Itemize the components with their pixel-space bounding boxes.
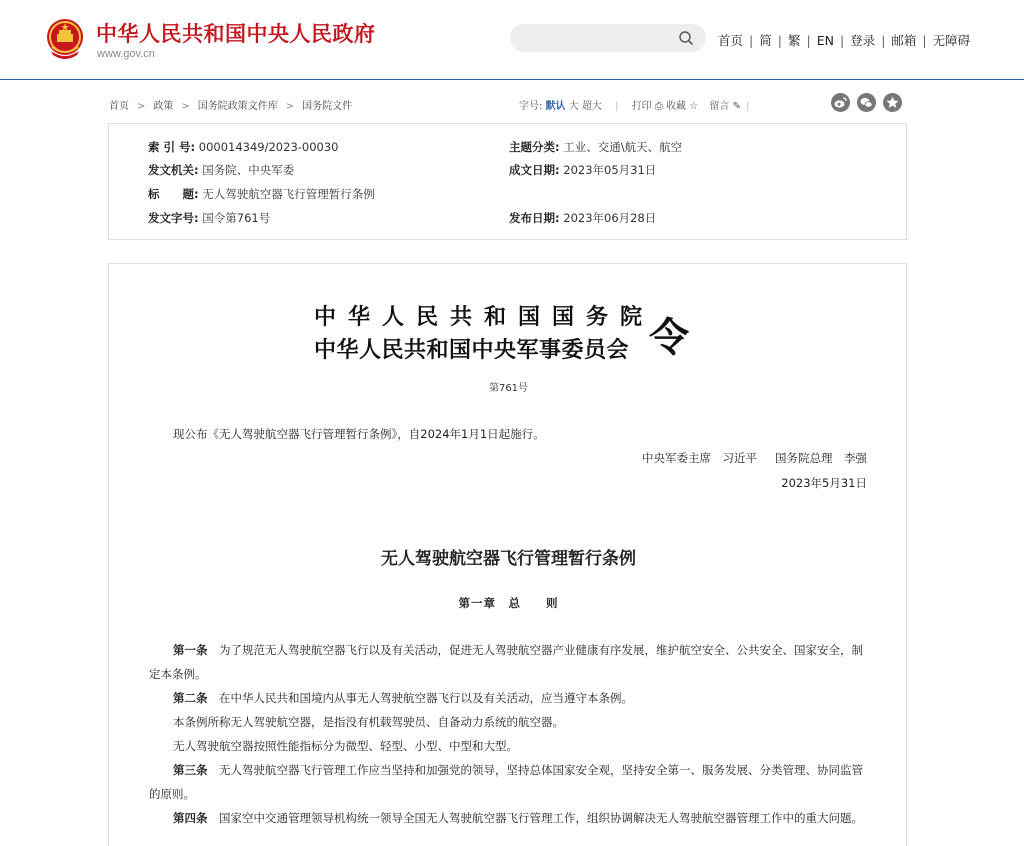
search-icon[interactable] [678,30,694,46]
article-paragraph: 第四条 国家空中交通管理领导机构统一领导全国无人驾驶航空器飞行管理工作，组织协调解决无人驾驶航空器管理工作中的重大问题。 [173,811,863,825]
font-size-label: 字号: [519,101,543,112]
site-header [0,0,1024,80]
breadcrumb-library[interactable]: 国务院政策文件库 [197,101,278,112]
nav-english[interactable]: EN [816,33,834,48]
decree-issuer-military-commission: 中华人民共和国中央军事委员会 [314,337,630,363]
decree-number: 第761号 [488,383,529,394]
share-icons [831,93,902,112]
breadcrumb-row [109,96,909,112]
breadcrumb-state-docs[interactable]: 国务院文件 [302,101,353,112]
nav-mail[interactable]: 邮箱 [891,33,917,48]
nav-traditional[interactable]: 繁 [787,33,801,48]
font-large-button[interactable]: 大 [568,101,579,112]
top-nav: 首页 | 简 | 繁 | EN | 登录 | 邮箱 | 无障碍 [718,33,971,48]
nav-login[interactable]: 登录 [850,33,876,48]
font-xlarge-button[interactable]: 超大 [581,101,602,112]
regulation-title: 无人驾驶航空器飞行管理暂行条例 [381,549,636,569]
weibo-icon[interactable] [831,93,850,112]
article-tools: 字号: 默认 大 超大 | 打印 ⎙ 收藏 ☆ 留言 ✎ | [519,101,750,112]
print-icon: ⎙ [654,101,663,112]
breadcrumb: 首页 > 政策 > 国务院政策文件库 > 国务院文件 [109,101,353,112]
decree-character: 令 [649,314,689,361]
article-paragraph: 第三条 无人驾驶航空器飞行管理工作应当坚持和加强党的领导，坚持总体国家安全观，坚持安全第一、服务发展、分类管理、协同监管的原则。 [149,763,863,801]
meta-category: 主题分类: 工业、交通\航天、航空 [509,140,683,154]
meta-title: 标 题: 无人驾驶航空器飞行管理暂行条例 [148,187,375,201]
nav-accessibility[interactable]: 无障碍 [932,33,971,48]
breadcrumb-home[interactable]: 首页 [109,101,129,112]
article-paragraph: 本条例所称无人驾驶航空器，是指没有机载驾驶员、自备动力系统的航空器。 [173,715,564,729]
decree-heading [314,300,654,364]
chapter-heading: 第一章 总 则 [458,596,559,610]
article-paragraph: 第二条 在中华人民共和国境内从事无人驾驶航空器飞行以及有关活动，应当遵守本条例。 [173,691,633,705]
signer-premier: 国务院总理 李强 [775,451,867,465]
favorite-button[interactable]: 收藏 ☆ [666,101,699,112]
breadcrumb-policy[interactable]: 政策 [153,101,174,112]
article-body [108,263,907,846]
signer-military: 中央军委主席 习近平 [642,451,757,465]
star-icon: ☆ [689,101,699,112]
sign-date: 2023年5月31日 [781,476,867,490]
meta-index: 索 引 号: 000014349/2023-00030 [148,140,339,154]
article-paragraph: 无人驾驶航空器按照性能指标分为微型、轻型、小型、中型和大型。 [173,739,518,753]
announcement-text: 现公布《无人驾驶航空器飞行管理暂行条例》，自2024年1月1日起施行。 [173,427,545,441]
comment-button[interactable]: 留言 ✎ [709,101,741,112]
signatories [642,450,867,466]
document-metadata [108,123,907,240]
font-default-button[interactable]: 默认 [545,101,566,112]
nav-home[interactable]: 首页 [718,33,744,48]
qzone-icon[interactable] [883,93,902,112]
decree-issuer-state-council: 中华人民共和国国务院 [314,304,655,330]
meta-doc-number: 发文字号: 国令第761号 [148,211,271,225]
site-url[interactable]: www.gov.cn [97,48,155,60]
meta-issuer: 发文机关: 国务院、中央军委 [148,163,295,177]
site-title[interactable]: 中华人民共和国中央人民政府 [96,21,376,46]
pen-icon: ✎ [732,101,741,112]
meta-written-date: 成文日期: 2023年05月31日 [509,163,657,177]
search-input[interactable] [524,29,674,47]
meta-publish-date: 发布日期: 2023年06月28日 [509,211,657,225]
wechat-icon[interactable] [857,93,876,112]
article-paragraph: 第一条 为了规范无人驾驶航空器飞行以及有关活动，促进无人驾驶航空器产业健康有序发展，维护航空安全、公共安全、国家安全，制定本条例。 [149,643,863,681]
search-box[interactable] [510,24,706,52]
nav-simplified[interactable]: 简 [759,33,772,48]
print-button[interactable]: 打印 ⎙ [631,101,663,112]
national-emblem-icon[interactable] [45,17,85,61]
